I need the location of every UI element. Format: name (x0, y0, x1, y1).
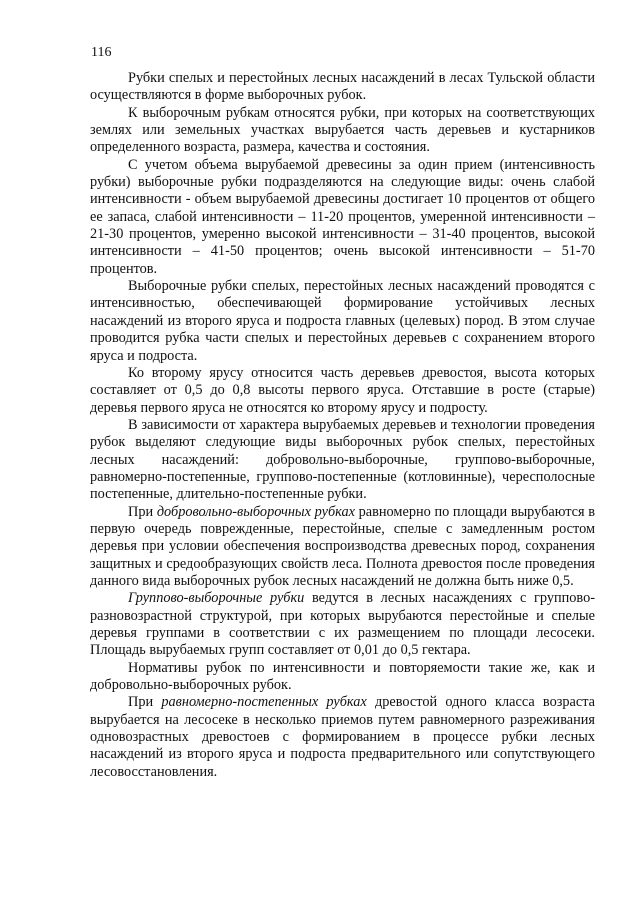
paragraph (90, 694, 595, 781)
text-run: В зависимости от характера вырубаемых деревьев и технологии проведения рубок выделяют следующие виды выборочных рубок спелых, перестойных лесных насаждений: добровольно-выборочные, группово-выборочные, равномерно-постепенные, группово-постепенные (котловинные), чересполосные постепенные, длительно-постепенные рубки. (90, 416, 595, 503)
page-number: 116 (91, 45, 112, 60)
text-run: С учетом объема вырубаемой древесины за один прием (интенсивность рубки) выборочные рубки подразделяются на следующие виды: очень слабой интенсивности - объем вырубаемой древесины достигает 10 процентов от общего ее запаса, слабой интенсивности – 11-20 процентов, умеренной интенсивности – 21-30 процентов, умеренно высокой интенсивности – 31-40 процентов, высокой интенсивности – 41-50 процентов; очень высокой интенсивности – 51-70 процентов. (90, 156, 595, 277)
paragraph (90, 278, 595, 365)
text-run: При (128, 694, 162, 711)
text-run: К выборочным рубкам относятся рубки, при которых на соответствующих землях или земельных участках вырубается часть деревьев и кустарников определенного возраста, размера, качества и состояния. (90, 104, 595, 156)
text-run: древостой одного класса возраста вырубается на лесосеке в несколько приемов путем равномерного разреживания одновозрастных древостоев с формированием в процессе рубки лесных насаждений из второго яруса и подроста предварительного или сопутствующего лесовосстановления. (90, 694, 595, 780)
paragraph (90, 660, 595, 695)
italic-term: Группово-выборочные рубки (128, 590, 305, 607)
text-run: ведутся в лесных насаждениях с группово-разновозрастной структурой, при которых вырубаются перестойные и спелые деревья группами в соответствии с их размещением по площади лесосеки. Площадь вырубаемых групп составляет от 0,01 до 0,5 гектара. (90, 590, 595, 659)
text-run: равномерно по площади вырубаются в первую очередь поврежденные, перестойные, спелые с замедленным ростом деревья при условии обеспечения воспроизводства древесных пород, сохранения защитных и средообразующих свойств леса. Полнота древостоя после проведения данного вида выборочных рубок лесных насаждений не должна быть ниже 0,5. (90, 503, 595, 589)
paragraph (90, 417, 595, 504)
text-run: Ко второму ярусу относится часть деревьев древостоя, высота которых составляет от 0,5 до 0,8 высоты первого яруса. Отставшие в росте (старые) деревья первого яруса не относятся ко второму ярусу и подросту. (90, 364, 595, 416)
paragraph (90, 157, 595, 278)
paragraph (90, 365, 595, 417)
paragraph (90, 105, 595, 157)
paragraph (90, 70, 595, 105)
italic-term: добровольно-выборочных рубках (156, 503, 355, 520)
paragraph (90, 590, 595, 659)
text-run: Выборочные рубки спелых, перестойных лесных насаждений проводятся с интенсивностью, обеспечивающей формирование устойчивых лесных насаждений из второго яруса и подроста главных (целевых) пород. В этом случае проводится рубка части спелых и перестойных деревьев с сохранением второго яруса и подроста. (90, 278, 595, 364)
text-run: Нормативы рубок по интенсивности и повторяемости такие же, как и добровольно-выборочных рубок. (90, 659, 595, 694)
text-run: Рубки спелых и перестойных лесных насаждений в лесах Тульской области осуществляются в форме выборочных рубок. (90, 70, 595, 104)
paragraph (90, 504, 595, 591)
text-run: При (128, 503, 157, 520)
italic-term: равномерно-постепенных рубках (161, 694, 367, 711)
body-text (90, 70, 595, 781)
